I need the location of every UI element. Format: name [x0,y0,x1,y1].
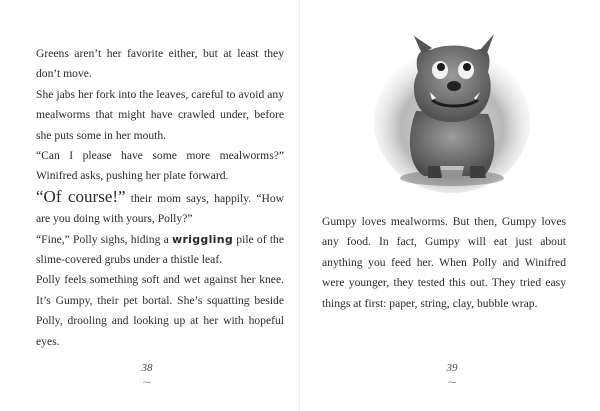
ornament-icon: ⁓ [142,378,152,388]
right-page-text [322,212,566,314]
paragraph: Polly feels something soft and wet against her knee. It’s Gumpy, their pet bortal. She’s squatting beside Polly, drooling and looking up at her with hopeful eyes. [36,273,284,348]
ornament-icon: ⁓ [447,378,457,388]
gumpy-illustration [372,16,532,196]
paragraph: She jabs her fork into the leaves, careful to avoid any mealworms that might have crawled under, before she puts some in her mouth. [36,87,284,142]
paragraph-text: “Fine,” Polly sighs, hiding a [36,232,172,246]
right-page [300,0,600,411]
paragraph-text: their mom says, happily. “How are you doing with yours, Polly?” [36,191,285,226]
paragraph-text: pile of the slime-covered grubs under a thistle leaf. [36,232,284,267]
paragraph [36,230,284,271]
emphasized-quote: “Of course!” [36,186,126,206]
page-number: 39 [446,362,458,374]
paragraph: Greens aren’t her favorite either, but at least they don’t move. [36,47,284,81]
wriggling-word: wriggling [172,232,234,246]
paragraph [36,187,284,230]
paragraph: “Can I please have some more mealworms?” Winifred asks, pushing her plate forward. [36,149,284,183]
left-page-text [36,44,284,352]
page-number: 38 [141,362,153,374]
paragraph: Gumpy loves mealworms. But then, Gumpy loves any food. In fact, Gumpy will eat just about anything you feed her. When Polly and Winifred were younger, they tested this out. They tried easy things at first: paper, string, clay, bubble wrap. [322,215,566,310]
